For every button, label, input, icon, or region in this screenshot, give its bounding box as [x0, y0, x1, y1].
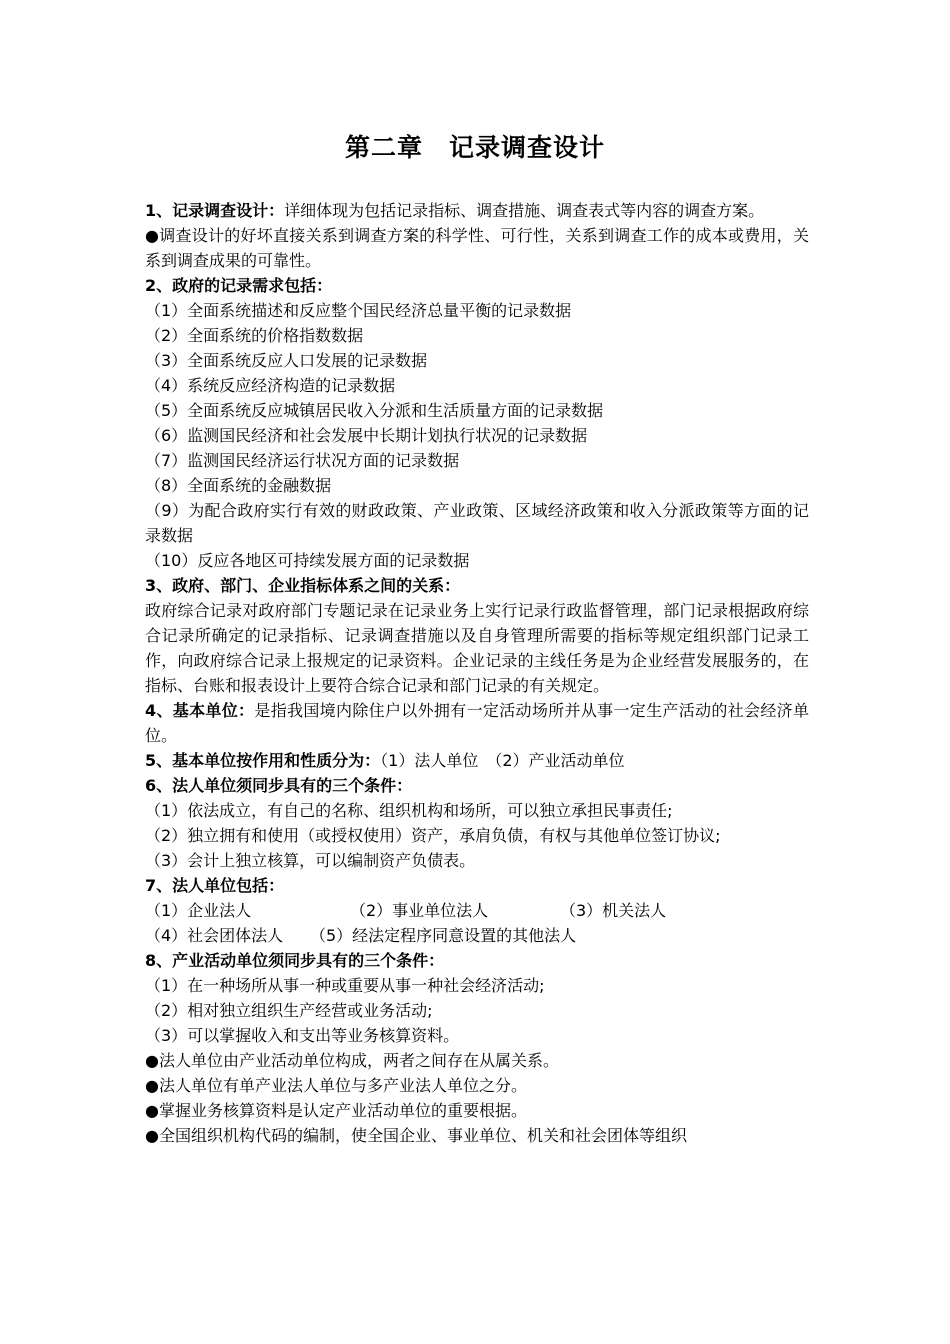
list-item: （3）可以掌握收入和支出等业务核算资料。: [145, 1026, 460, 1045]
list-item: （2）相对独立组织生产经营或业务活动;: [145, 1001, 433, 1020]
list-item: （4）社会团体法人: [145, 926, 284, 945]
paragraph-4-text: 是指我国境内除住户以外拥有一定活动场所并从事一定生产活动的社会经济单位。: [145, 701, 809, 745]
paragraph-1: [145, 198, 809, 223]
list-item: （4）系统反应经济构造的记录数据: [145, 376, 396, 395]
list-item: （2）独立拥有和使用（或授权使用）资产，承肩负债，有权与其他单位签订协议;: [145, 826, 721, 845]
heading-3: 3、政府、部门、企业指标体系之间的关系：: [145, 576, 461, 595]
paragraph-1-text: 详细体现为包括记录指标、调查措施、调查表式等内容的调查方案。: [284, 201, 765, 220]
list-item: （8）全面系统的金融数据: [145, 476, 332, 495]
list-item: （1）在一种场所从事一种或重要从事一种社会经济活动;: [145, 976, 545, 995]
heading-7: 7、法人单位包括：: [145, 876, 285, 895]
list-item: （2）事业单位法人: [350, 901, 489, 920]
list-item: （9）为配合政府实行有效的财政政策、产业政策、区域经济政策和收入分派政策等方面的记录数据: [145, 501, 809, 545]
list-item: （1）依法成立，有自己的名称、组织机构和场所，可以独立承担民事责任;: [145, 801, 673, 820]
bullet-note: ●法人单位由产业活动单位构成，两者之间存在从属关系。: [145, 1051, 559, 1070]
heading-5: 5、基本单位按作用和性质分为：: [145, 751, 381, 770]
list-item: （5）全面系统反应城镇居民收入分派和生活质量方面的记录数据: [145, 401, 604, 420]
paragraph-3: 政府综合记录对政府部门专题记录在记录业务上实行记录行政监督管理，部门记录根据政府综合记录所确定的记录指标、记录调查措施以及自身管理所需要的指标等规定组织部门记录工作，向政府综合记录上报规定的记录资料。企业记录的主线任务是为企业经营发展服务的，在指标、台账和报表设计上要符合综合记录和部门记录的有关规定。: [145, 601, 809, 695]
list-item: （3）机关法人: [560, 901, 667, 920]
bullet-note: ●法人单位有单产业法人单位与多产业法人单位之分。: [145, 1076, 527, 1095]
list-item: （3）全面系统反应人口发展的记录数据: [145, 351, 428, 370]
list-item: （7）监测国民经济运行状况方面的记录数据: [145, 451, 460, 470]
bullet-note: ●掌握业务核算资料是认定产业活动单位的重要根据。: [145, 1101, 527, 1120]
paragraph-4: [145, 698, 809, 748]
legal-entity-row-1: [145, 898, 809, 923]
paragraph-5-text: （1）法人单位 （2）产业活动单位: [380, 751, 625, 770]
document-body: [145, 198, 809, 1148]
list-item: （1）全面系统描述和反应整个国民经济总量平衡的记录数据: [145, 301, 572, 320]
heading-1: 1、记录调查设计：: [145, 201, 285, 220]
list-item: （2）全面系统的价格指数数据: [145, 326, 364, 345]
chapter-title: 第二章 记录调查设计: [344, 133, 605, 162]
bullet-note-1: ●调查设计的好坏直接关系到调查方案的科学性、可行性，关系到调查工作的成本或费用，关系到调查成果的可靠性。: [145, 226, 809, 270]
heading-8: 8、产业活动单位须同步具有的三个条件：: [145, 951, 445, 970]
bullet-note: ●全国组织机构代码的编制，使全国企业、事业单位、机关和社会团体等组织: [145, 1126, 687, 1145]
heading-6: 6、法人单位须同步具有的三个条件：: [145, 776, 413, 795]
list-item: （1）企业法人: [145, 901, 252, 920]
list-item: （10）反应各地区可持续发展方面的记录数据: [145, 551, 470, 570]
paragraph-5: [145, 748, 809, 773]
list-item: （5）经法定程序同意设置的其他法人: [310, 926, 577, 945]
legal-entity-row-2: [145, 923, 809, 948]
list-item: （6）监测国民经济和社会发展中长期计划执行状况的记录数据: [145, 426, 588, 445]
heading-4: 4、基本单位：: [145, 701, 255, 720]
heading-2: 2、政府的记录需求包括：: [145, 276, 333, 295]
list-item: （3）会计上独立核算，可以编制资产负债表。: [145, 851, 476, 870]
